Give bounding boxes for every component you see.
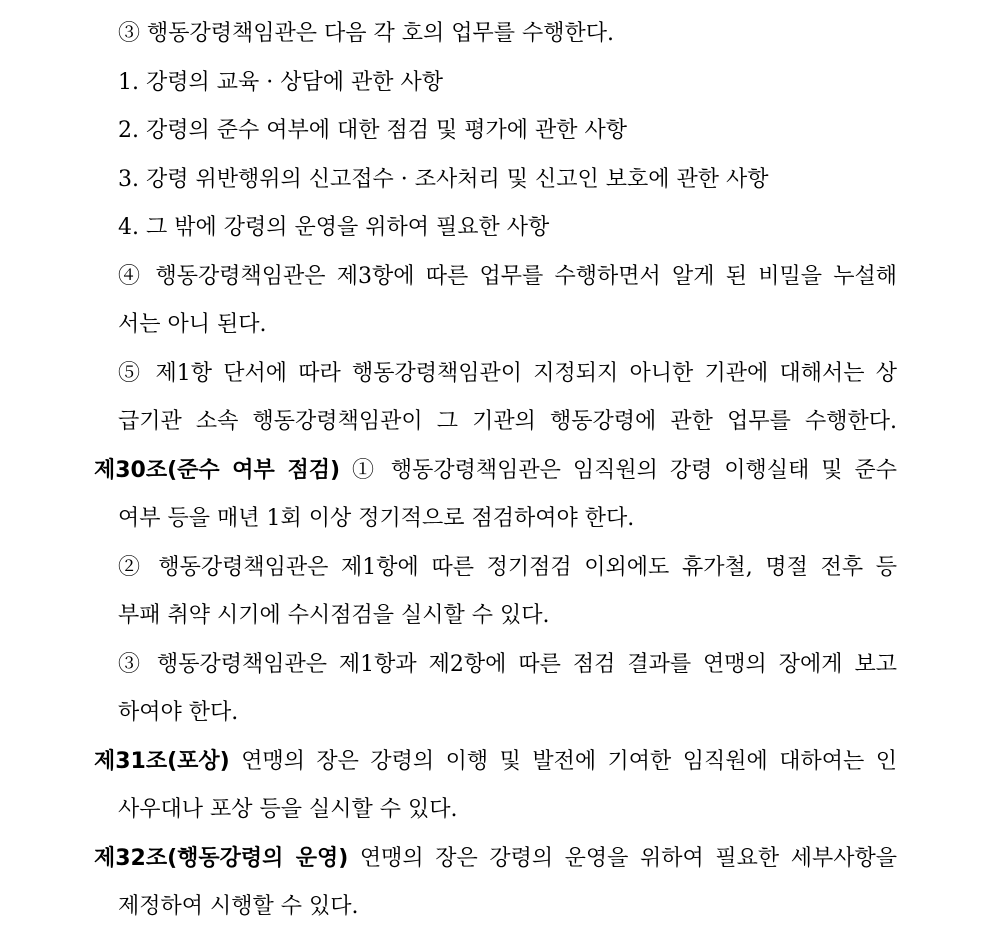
article-30-first-line bbox=[0, 447, 897, 496]
list-item: 2. 강령의 준수 여부에 대한 점검 및 평가에 관한 사항 bbox=[118, 118, 627, 143]
article-text: 연맹의 장은 강령의 운영을 위하여 필요한 세부사항을 bbox=[348, 845, 897, 871]
paragraph-line: 제정하여 시행할 수 있다. bbox=[118, 894, 359, 919]
list-item: 3. 강령 위반행위의 신고접수 · 조사처리 및 신고인 보호에 관한 사항 bbox=[118, 166, 769, 192]
article-heading: 제30조(준수 여부 점검) bbox=[94, 457, 340, 483]
article-31-first-line bbox=[0, 738, 897, 787]
paragraph-line: 서는 아니 된다. bbox=[118, 312, 267, 337]
paragraph-line: 사우대나 포상 등을 실시할 수 있다. bbox=[118, 797, 458, 822]
article-heading: 제32조(행동강령의 운영) bbox=[94, 845, 349, 871]
paragraph-line: 하여야 한다. bbox=[118, 700, 239, 725]
article-heading: 제31조(포상) bbox=[94, 748, 230, 774]
paragraph-line: ③ 행동강령책임관은 다음 각 호의 업무를 수행한다. bbox=[118, 21, 614, 46]
list-item: 4. 그 밖에 강령의 운영을 위하여 필요한 사항 bbox=[118, 215, 550, 240]
paragraph-line: 급기관 소속 행동강령책임관이 그 기관의 행동강령에 관한 업무를 수행한다. bbox=[118, 409, 897, 434]
paragraph-line: ④ 행동강령책임관은 제3항에 따른 업무를 수행하면서 알게 된 비밀을 누설해 bbox=[118, 263, 897, 289]
paragraph-line: ⑤ 제1항 단서에 따라 행동강령책임관이 지정되지 아니한 기관에 대해서는 상 bbox=[118, 360, 897, 386]
article-text: 연맹의 장은 강령의 이행 및 발전에 기여한 임직원에 대하여는 인 bbox=[229, 748, 897, 774]
paragraph-line: 여부 등을 매년 1회 이상 정기적으로 점검하여야 한다. bbox=[118, 506, 635, 531]
paragraph-line: ② 행동강령책임관은 제1항에 따른 정기점검 이외에도 휴가철, 명절 전후 등 bbox=[118, 554, 897, 580]
paragraph-line: ③ 행동강령책임관은 제1항과 제2항에 따른 점검 결과를 연맹의 장에게 보고 bbox=[118, 651, 897, 677]
article-text: ① 행동강령책임관은 임직원의 강령 이행실태 및 준수 bbox=[340, 457, 897, 483]
list-item: 1. 강령의 교육 · 상담에 관한 사항 bbox=[118, 69, 443, 95]
paragraph-line: 부패 취약 시기에 수시점검을 실시할 수 있다. bbox=[118, 603, 550, 628]
article-32-first-line bbox=[0, 835, 897, 884]
